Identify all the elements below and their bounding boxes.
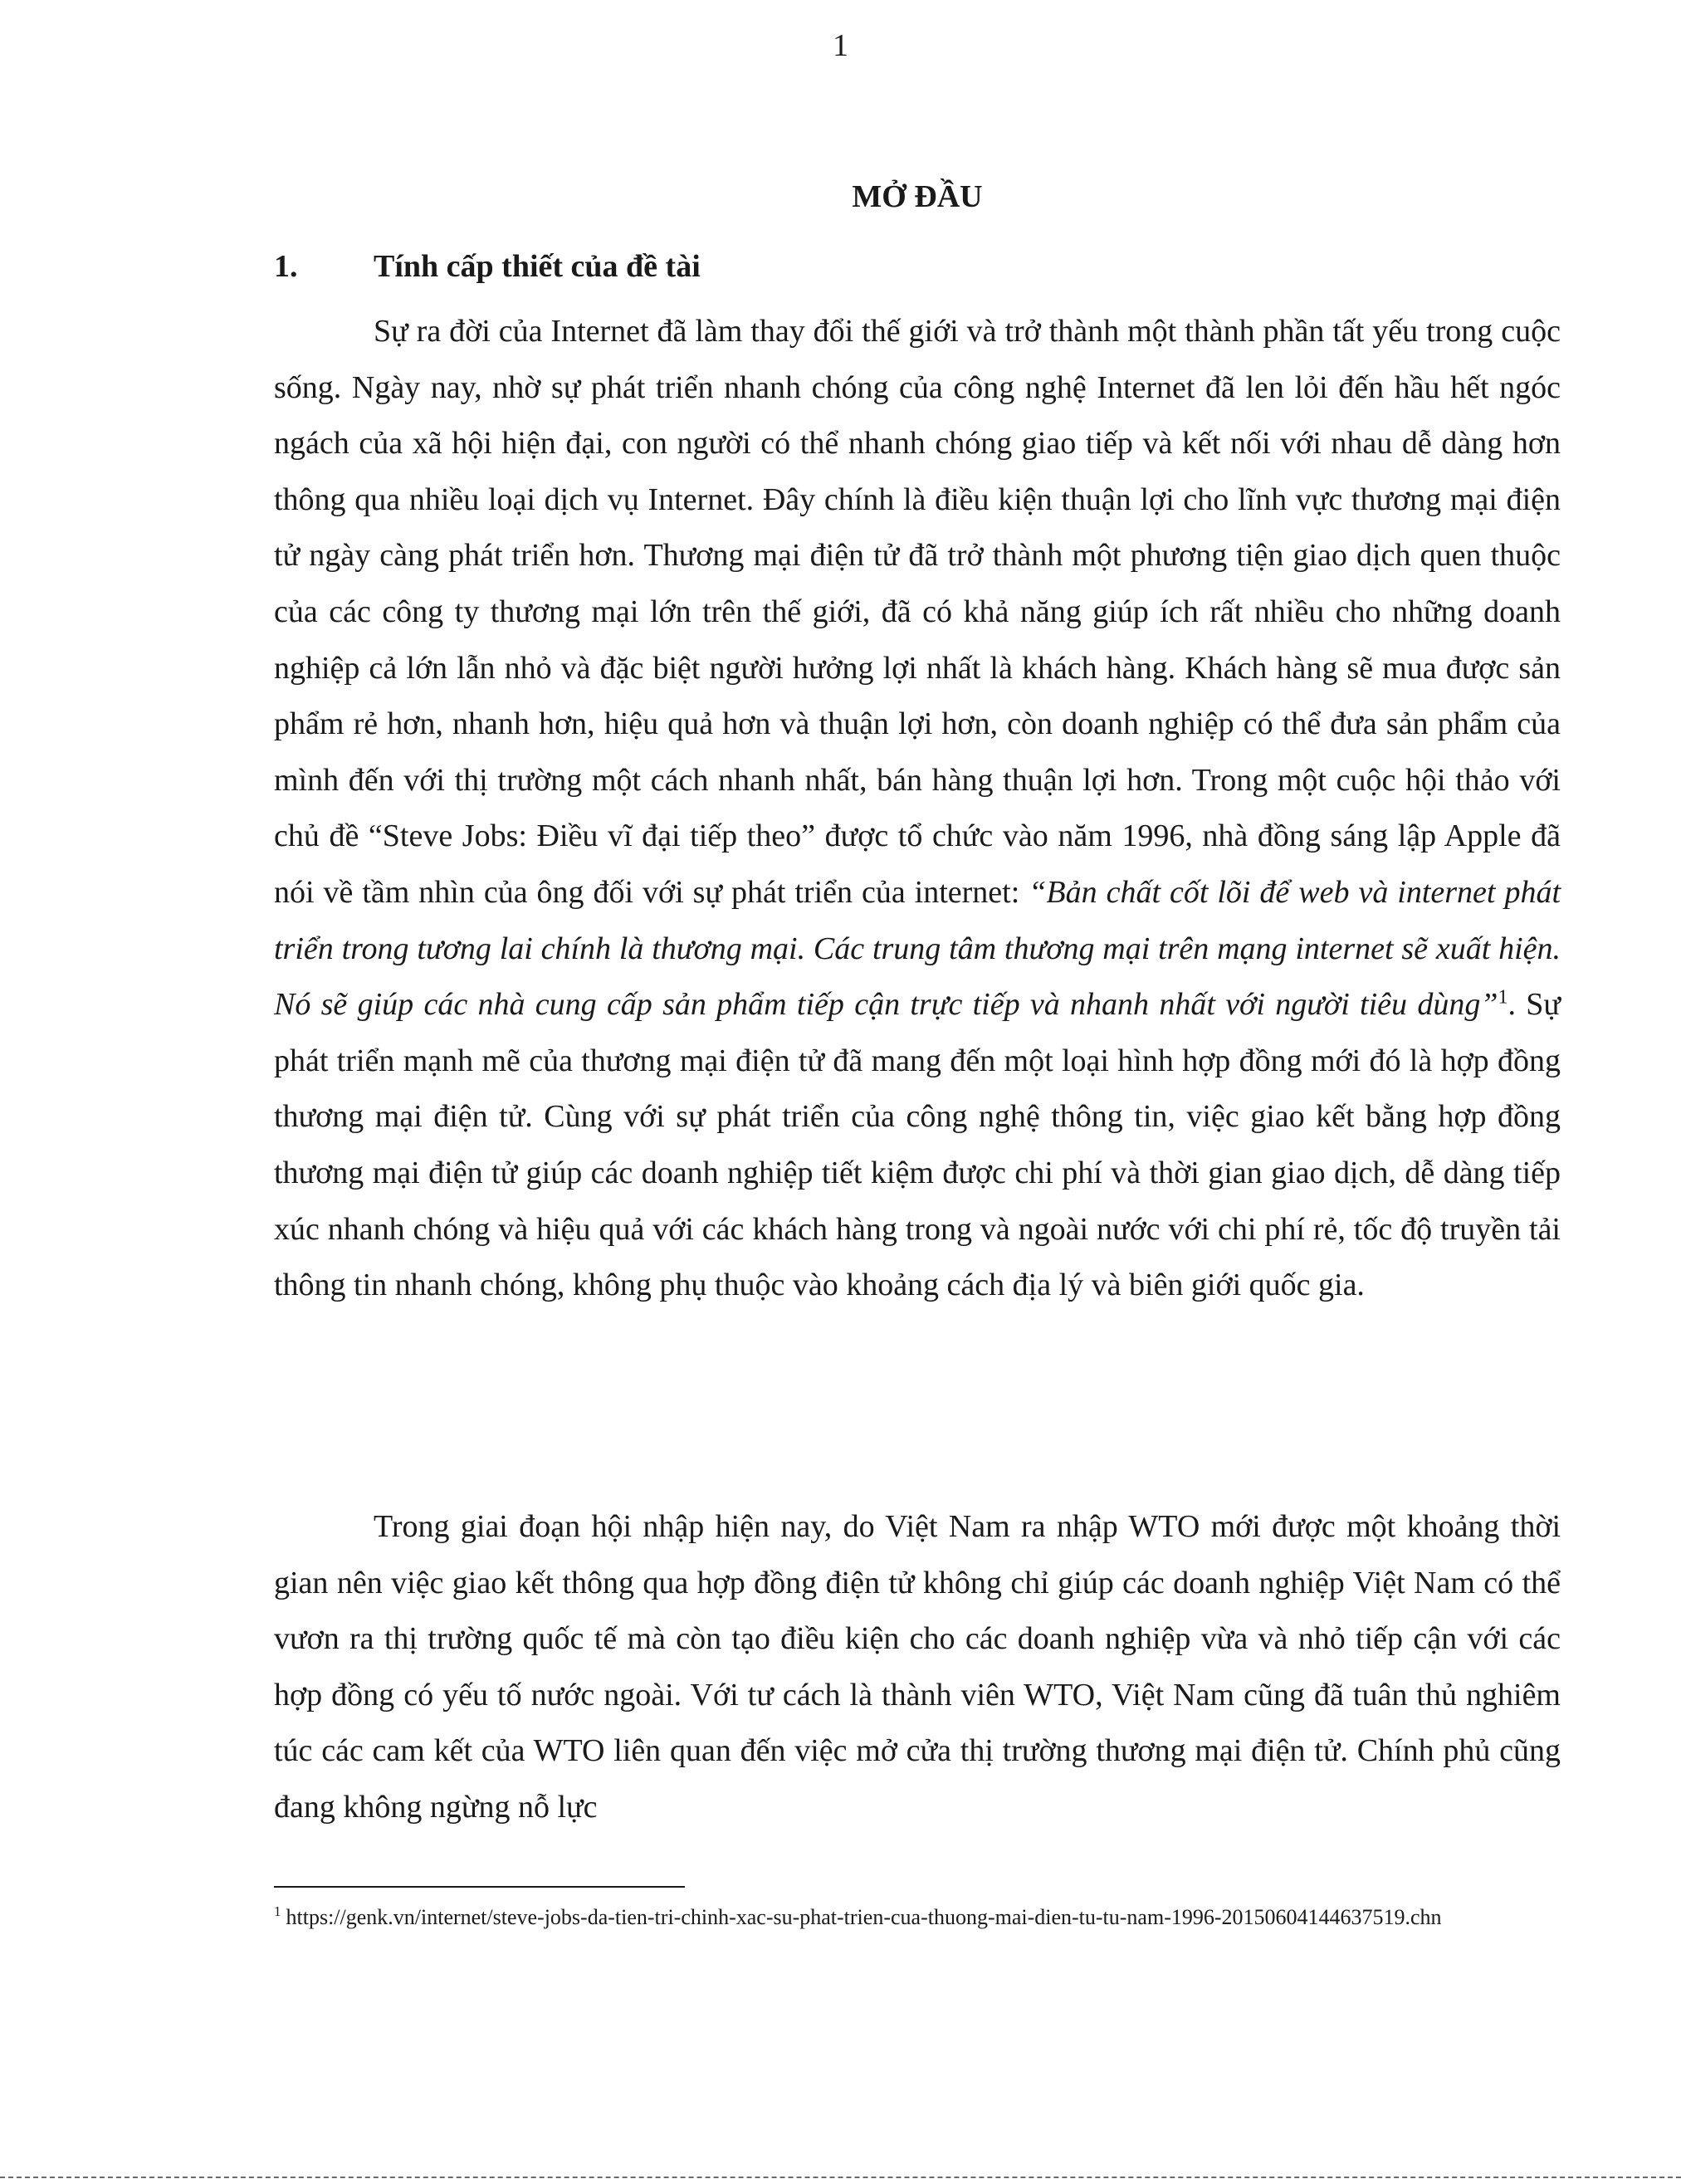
chapter-title: MỞ ĐẦU	[852, 179, 983, 214]
footnote-mark: 1	[274, 1903, 281, 1920]
paragraph-1-text: Sự ra đời của Internet đã làm thay đổi thế giới và trở thành một thành phần tất yếu trong cuộc sống. Ngày nay, nhờ sự phát triển nhanh chóng của công nghệ Internet đã len lỏi đến hầu hết ngóc ngách của xã hội hiện đại, con người có thể nhanh chóng giao tiếp và kết nối với nhau dễ dàng hơn thông qua nhiều loại dịch vụ Internet. Đây chính là điều kiện thuận lợi cho lĩnh vực thương mại điện tử ngày càng phát triển hơn. Thương mại điện tử đã trở thành một phương tiện giao dịch quen thuộc của các công ty thương mại lớn trên thế giới, đã có khả năng giúp ích rất nhiều cho những doanh nghiệp cả lớn lẫn nhỏ và đặc biệt người hưởng lợi nhất là khách hàng. Khách hàng sẽ mua được sản phẩm rẻ hơn, nhanh hơn, hiệu quả hơn và thuận lợi hơn, còn doanh nghiệp có thể đưa sản phẩm của mình đến với thị trường một cách nhanh nhất, bán hàng thuận lợi hơn. Trong một cuộc hội thảo với chủ đề “Steve Jobs: Điều vĩ đại tiếp theo” được tổ chức vào năm 1996, nhà đồng sáng lập Apple đã nói về tầm nhìn của ông đối với sự phát triển của internet:	[274, 314, 1561, 910]
paragraph-1-continuation: . Sự phát triển mạnh mẽ của thương mại điện tử đã mang đến một loại hình hợp đồng mới đó là hợp đồng thương mại điện tử. Cùng với sự phát triển của công nghệ thông tin, việc giao kết bằng hợp đồng thương mại điện tử giúp các doanh nghiệp tiết kiệm được chi phí và thời gian giao dịch, dễ dàng tiếp xúc nhanh chóng và hiệu quả với các khách hàng trong và ngoài nước với chi phí rẻ, tốc độ truyền tải thông tin nhanh chóng, không phụ thuộc vào khoảng cách địa lý và biên giới quốc gia.	[274, 987, 1561, 1303]
footnote-separator	[274, 1886, 685, 1888]
footnote	[274, 1901, 1561, 1934]
section-heading	[274, 246, 1561, 287]
paragraph-1	[274, 304, 1561, 1314]
footnote-reference[interactable]: 1	[1498, 986, 1508, 1009]
footnote-link[interactable]: https://genk.vn/internet/steve-jobs-da-tien-tri-chinh-xac-su-phat-trien-cua-thuong-mai-dien-tu-tu-nam-1996-20150604144637519.chn	[286, 1905, 1442, 1929]
page-number: 1	[833, 28, 848, 63]
paragraph-2: Trong giai đoạn hội nhập hiện nay, do Việt Nam ra nhập WTO mới được một khoảng thời gian nên việc giao kết thông qua hợp đồng điện tử không chỉ giúp các doanh nghiệp Việt Nam có thể vươn ra thị trường quốc tế mà còn tạo điều kiện cho các doanh nghiệp vừa và nhỏ tiếp cận với các hợp đồng có yếu tố nước ngoài. Với tư cách là thành viên WTO, Việt Nam cũng đã tuân thủ nghiêm túc các cam kết của WTO liên quan đến việc mở cửa thị trường thương mại điện tử. Chính phủ cũng đang không ngừng nỗ lực	[274, 1509, 1561, 1825]
steve-jobs-quote: “Bản chất cốt lõi để web và internet phát triển trong tương lai chính là thương mại. Các trung tâm thương mại trên mạng internet sẽ xuất hiện. Nó sẽ giúp các nhà cung cấp sản phẩm tiếp cận trực tiếp và nhanh nhất với người tiêu dùng”	[274, 874, 1561, 1023]
page-break-line	[0, 2177, 1681, 2178]
section-title: Tính cấp thiết của đề tài	[374, 249, 701, 284]
section-number: 1.	[274, 249, 298, 284]
